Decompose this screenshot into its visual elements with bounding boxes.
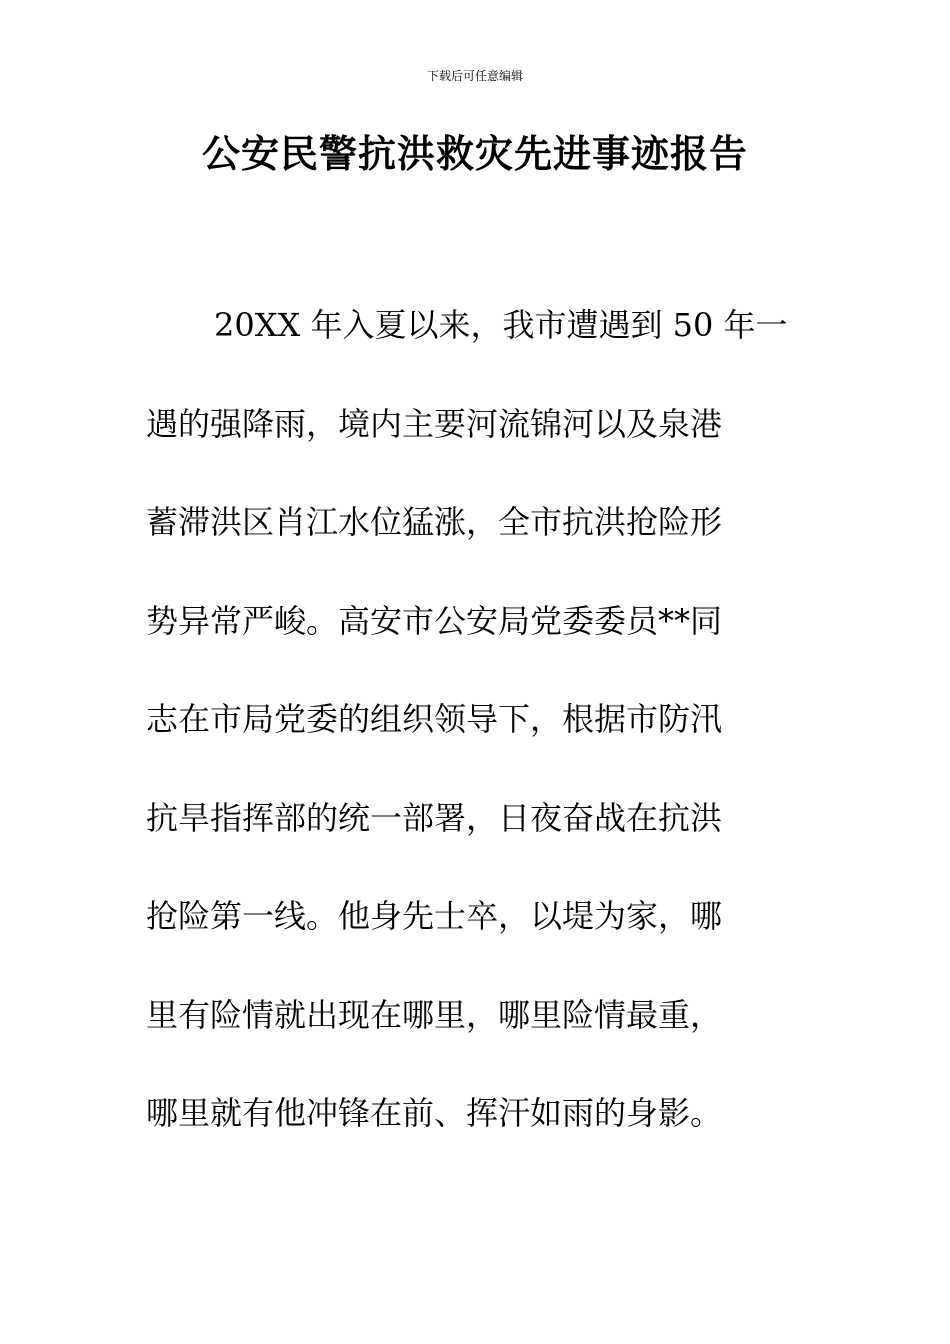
body-line: 遇的强降雨，境内主要河流锦河以及泉港	[146, 404, 723, 443]
document-title: 公安民警抗洪救灾先进事迹报告	[201, 131, 748, 176]
body-line: 抢险第一线。他身先士卒，以堤为家，哪	[146, 897, 723, 935]
body-line: 蓄滞洪区肖江水位猛涨，全市抗洪抢险形	[146, 503, 723, 541]
body-line: 哪里就有他冲锋在前、挥汗如雨的身影。	[146, 1094, 723, 1132]
body-line: 抗旱指挥部的统一部署，日夜奋战在抗洪	[146, 798, 723, 837]
body-line: 20XX 年入夏以来，我市遭遇到 50 年一	[214, 306, 788, 344]
body-line: 志在市局党委的组织领导下，根据市防汛	[146, 700, 723, 738]
body-line: 里有险情就出现在哪里，哪里险情最重，	[146, 995, 723, 1034]
header-note: 下载后可任意编辑	[426, 69, 523, 83]
body-line: 势异常严峻。高安市公安局党委委员**同	[146, 601, 723, 640]
body-paragraph	[146, 300, 806, 1187]
